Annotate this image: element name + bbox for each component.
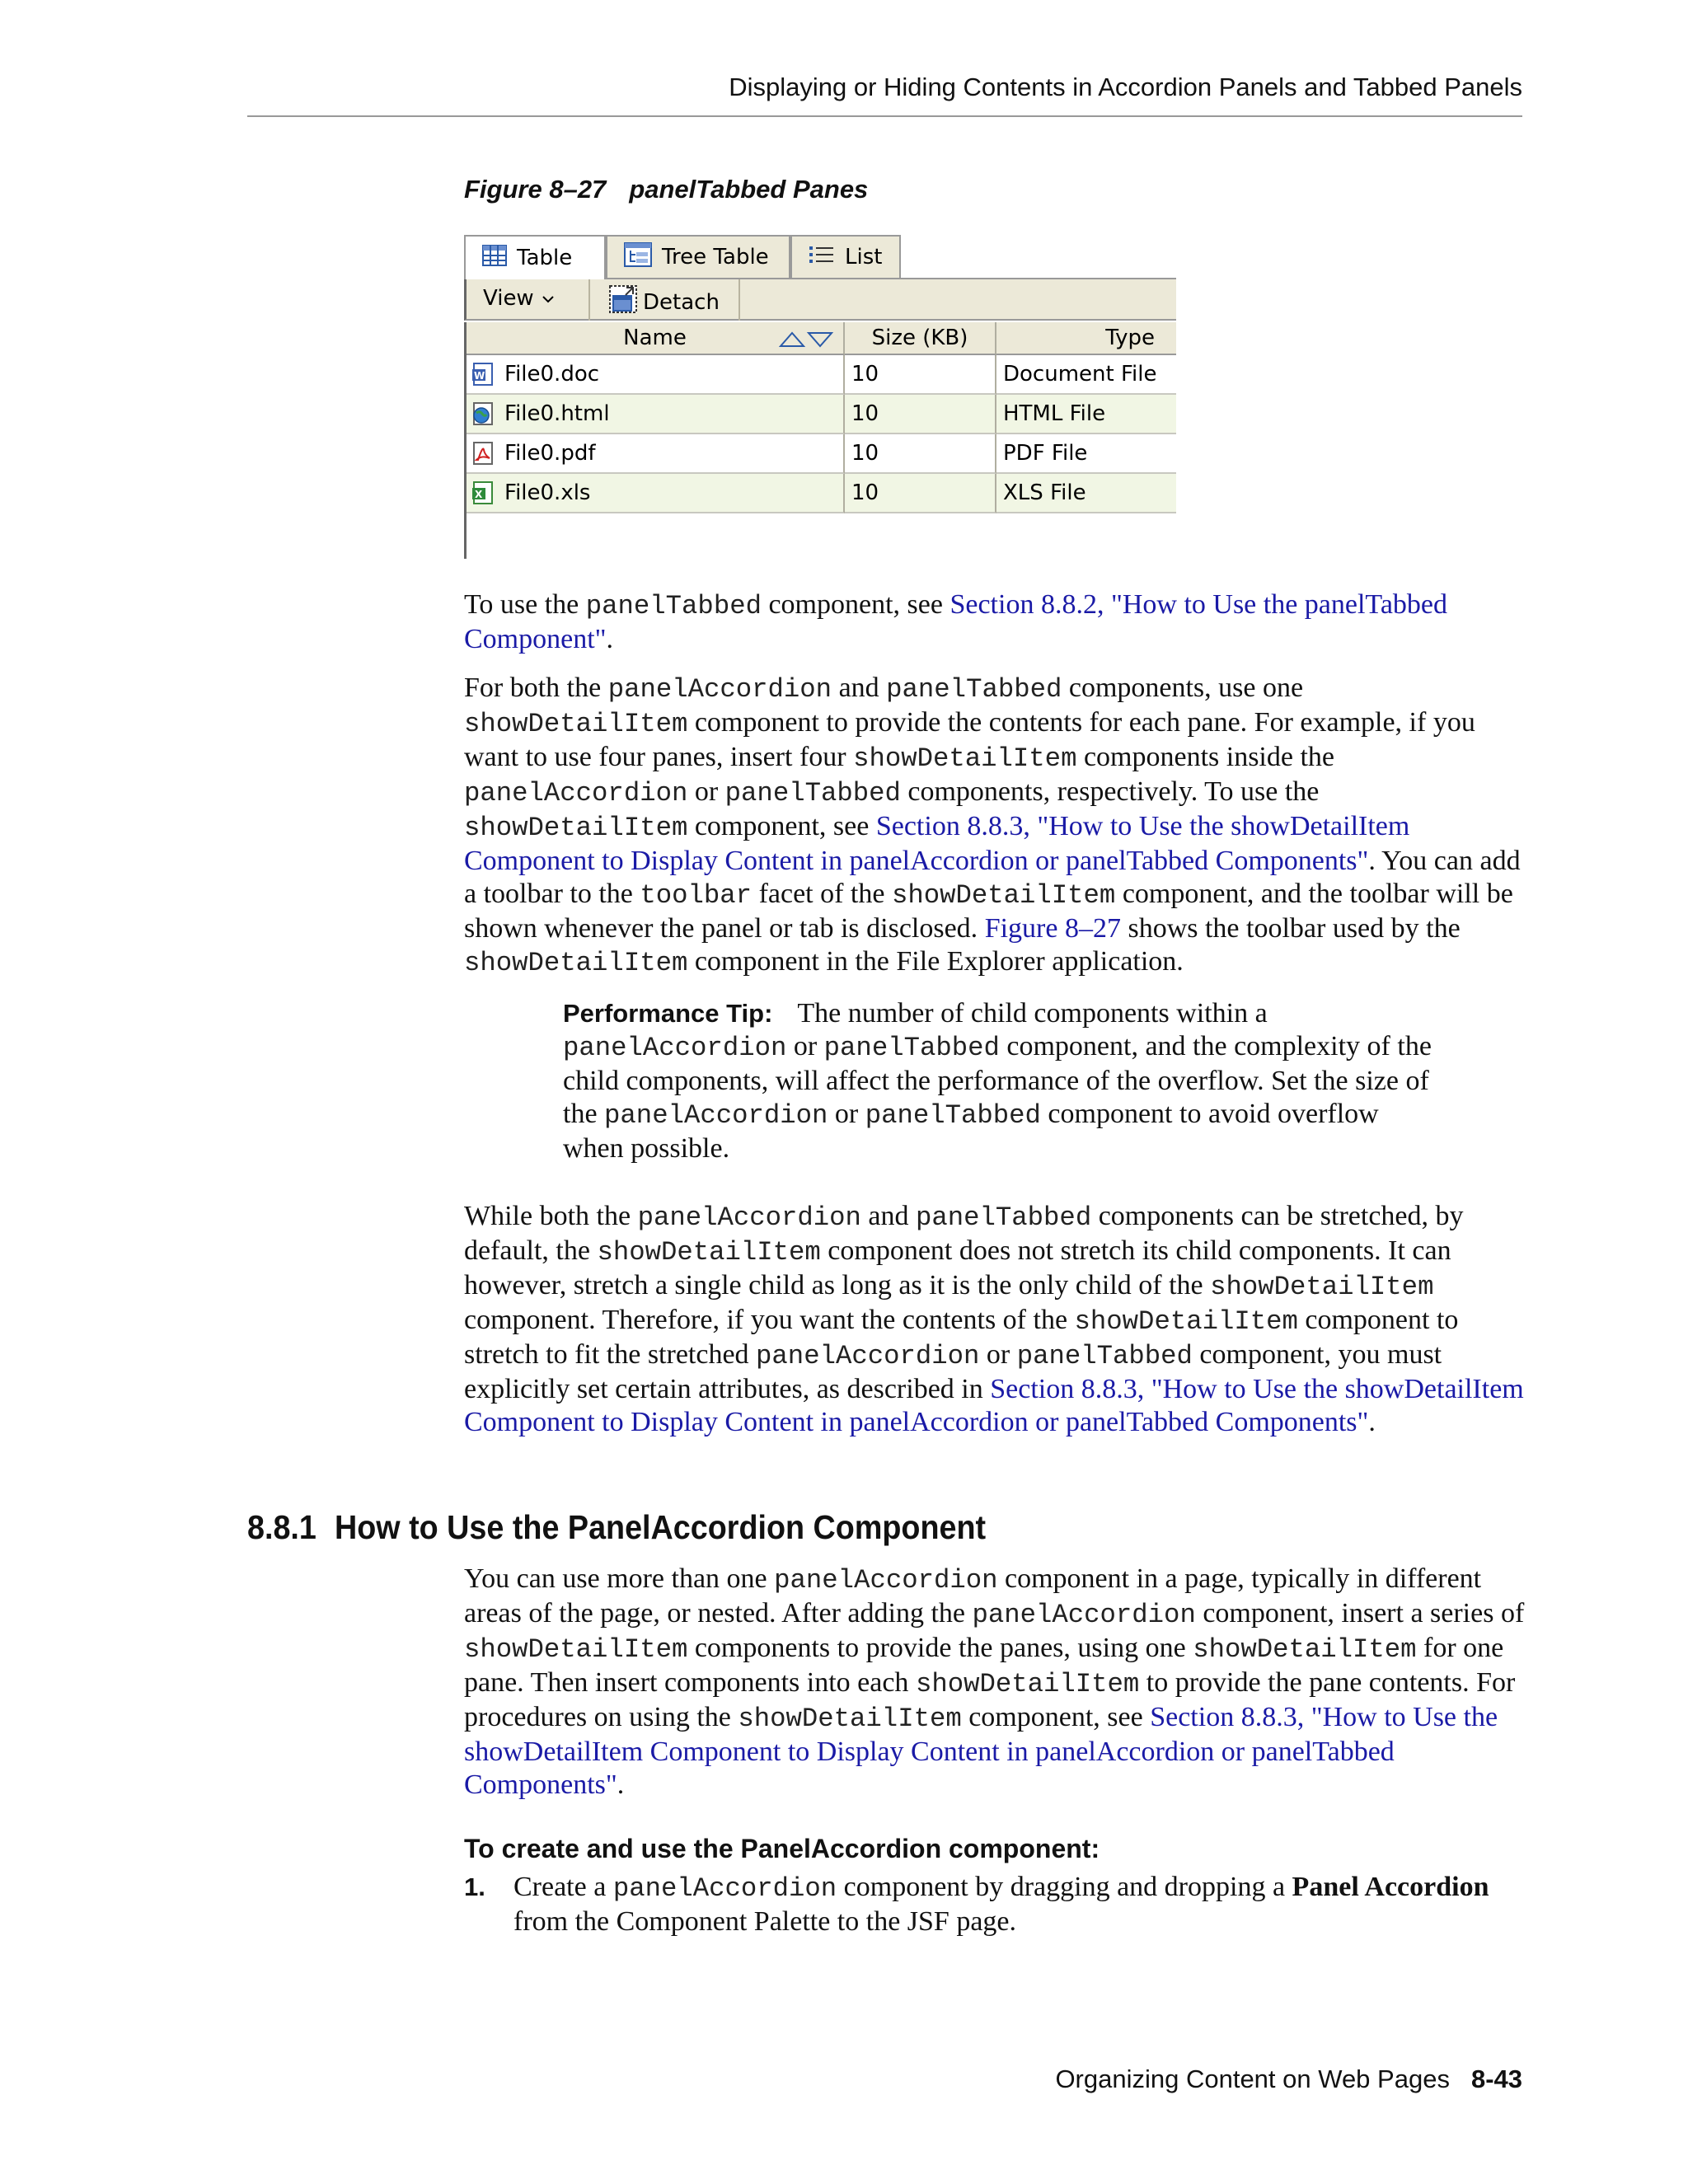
toolbar-separator xyxy=(588,279,590,321)
section-title: How to Use the PanelAccordion Component xyxy=(334,1508,987,1546)
section-link[interactable]: Section 8.8.3, "How to Use the showDetailItem Component to Display Content in panelAccordion or panelTabbed Components" xyxy=(464,1702,1498,1800)
section-link[interactable]: Section 8.8.2, "How to Use the panelTabbed Component" xyxy=(464,589,1448,654)
paragraph-1: To use the panelTabbed component, see Section 8.8.2, "How to Use the panelTabbed Component". xyxy=(464,589,1448,654)
pdf-icon xyxy=(471,442,495,465)
tip-label: Performance Tip: xyxy=(563,999,773,1028)
performance-tip: Performance Tip: The number of child components within a panelAccordion or panelTabbed component, and the complexity of the child components, will affect the performance of the overflow. Set the size of the panelAccordion or panelTabbed component to avoid overflow when possible. xyxy=(563,998,1432,1164)
figure-caption xyxy=(464,175,868,204)
footer-title: Organizing Content on Web Pages xyxy=(1055,2064,1450,2093)
column-header-type[interactable]: Type xyxy=(996,322,1176,355)
detach-label: Detach xyxy=(643,289,720,315)
tab-table[interactable] xyxy=(464,235,606,279)
word-doc-icon xyxy=(471,363,495,386)
file-size: 10 xyxy=(845,474,996,513)
tree-table-icon xyxy=(624,242,652,273)
tab-list[interactable] xyxy=(790,235,901,278)
table-row[interactable] xyxy=(467,474,1176,513)
toolbar xyxy=(464,279,1176,321)
figure-title: panelTabbed Panes xyxy=(629,175,869,204)
paragraph-3: While both the panelAccordion and panelTabbed components can be stretched, by default, the showDetailItem component does not stretch its child components. It can however, stretch a single child as long as it is the only child of the showDetailItem component. Therefore, if you want the contents of the showDetailItem component to stretch to fit the stretched panelAccordion or panelTabbed component, you must explicitly set certain attributes, as described in Section 8.8.3, "How to Use the showDetailItem Component to Display Content in panelAccordion or panelTabbed Components". xyxy=(464,1201,1524,1437)
file-size: 10 xyxy=(845,355,996,395)
file-name: File0.xls xyxy=(504,480,591,505)
procedure-heading: To create and use the PanelAccordion component: xyxy=(464,1834,1100,1863)
table-row[interactable] xyxy=(467,395,1176,434)
tab-tree-table[interactable] xyxy=(606,235,790,278)
html-globe-icon xyxy=(471,402,495,425)
file-type: HTML File xyxy=(996,395,1176,434)
list-icon xyxy=(809,244,835,271)
page-number: 8-43 xyxy=(1470,2064,1522,2093)
section-link[interactable]: Section 8.8.3, "How to Use the showDetailItem Component to Display Content in panelAccordion or panelTabbed Components" xyxy=(464,1374,1524,1437)
paragraph-2: For both the panelAccordion and panelTabbed components, use one showDetailItem component to provide the contents for each pane. For example, if you want to use four panes, insert four showDetailItem components inside the panelAccordion or panelTabbed components, respectively. To use the showDetailItem component, see Section 8.8.3, "How to Use the showDetailItem Component to Display Content in panelAccordion or panelTabbed Components". You can add a toolbar to the toolbar facet of the showDetailItem component, and the toolbar will be shown whenever the panel or tab is disclosed. Figure 8–27 shows the toolbar used by the showDetailItem component in the File Explorer application. xyxy=(464,673,1521,978)
page-footer xyxy=(247,2064,1522,2094)
figure-screenshot xyxy=(464,233,1176,559)
file-table xyxy=(464,322,1176,559)
file-type: PDF File xyxy=(996,434,1176,474)
header-rule xyxy=(247,115,1522,117)
table-row[interactable] xyxy=(467,434,1176,474)
sort-arrows-icon[interactable] xyxy=(779,329,833,354)
table-icon xyxy=(482,245,507,272)
section-heading xyxy=(247,1508,986,1547)
detach-icon xyxy=(608,284,638,320)
svg-text:X: X xyxy=(475,489,483,500)
figure-link[interactable]: Figure 8–27 xyxy=(984,913,1121,944)
table-row[interactable] xyxy=(467,355,1176,395)
file-name: File0.pdf xyxy=(504,441,596,466)
column-header-name[interactable]: Name xyxy=(467,322,845,355)
running-header: Displaying or Hiding Contents in Accordion Panels and Tabbed Panels xyxy=(729,73,1522,101)
section-number: 8.8.1 xyxy=(247,1508,316,1546)
toolbar-separator xyxy=(738,279,740,321)
view-menu-button[interactable] xyxy=(483,286,556,311)
svg-text:W: W xyxy=(474,370,485,382)
file-size: 10 xyxy=(845,395,996,434)
tab-table-label: Table xyxy=(517,246,573,270)
file-type: XLS File xyxy=(996,474,1176,513)
chevron-down-icon xyxy=(541,286,556,311)
detach-button[interactable] xyxy=(608,284,720,320)
step-1: 1. Create a panelAccordion component by dragging and dropping a Panel Accordion from the Component Palette to the JSF page. xyxy=(464,1872,1489,1937)
view-label: View xyxy=(483,286,534,311)
tab-list-label: List xyxy=(845,245,883,269)
tab-tree-table-label: Tree Table xyxy=(662,245,769,269)
figure-number: Figure 8–27 xyxy=(464,175,607,204)
section-link[interactable]: Section 8.8.3, "How to Use the showDetailItem Component to Display Content in panelAccordion or panelTabbed Components" xyxy=(464,811,1410,876)
excel-icon xyxy=(471,481,495,504)
tab-bar xyxy=(464,233,1176,279)
file-size: 10 xyxy=(845,434,996,474)
file-name: File0.html xyxy=(504,401,610,426)
paragraph-4: You can use more than one panelAccordion component in a page, typically in different areas of the page, or nested. After adding the panelAccordion component, insert a series of showDetailItem components to provide the panes, using one showDetailItem for one pane. Then insert components into each showDetailItem to provide the pane contents. For procedures on using the showDetailItem component, see Section 8.8.3, "How to Use the showDetailItem Component to Display Content in panelAccordion or panelTabbed Components". xyxy=(464,1563,1525,1800)
step-number: 1. xyxy=(464,1872,485,1901)
file-name: File0.doc xyxy=(504,362,600,387)
column-header-size[interactable]: Size (KB) xyxy=(845,322,996,355)
file-type: Document File xyxy=(996,355,1176,395)
